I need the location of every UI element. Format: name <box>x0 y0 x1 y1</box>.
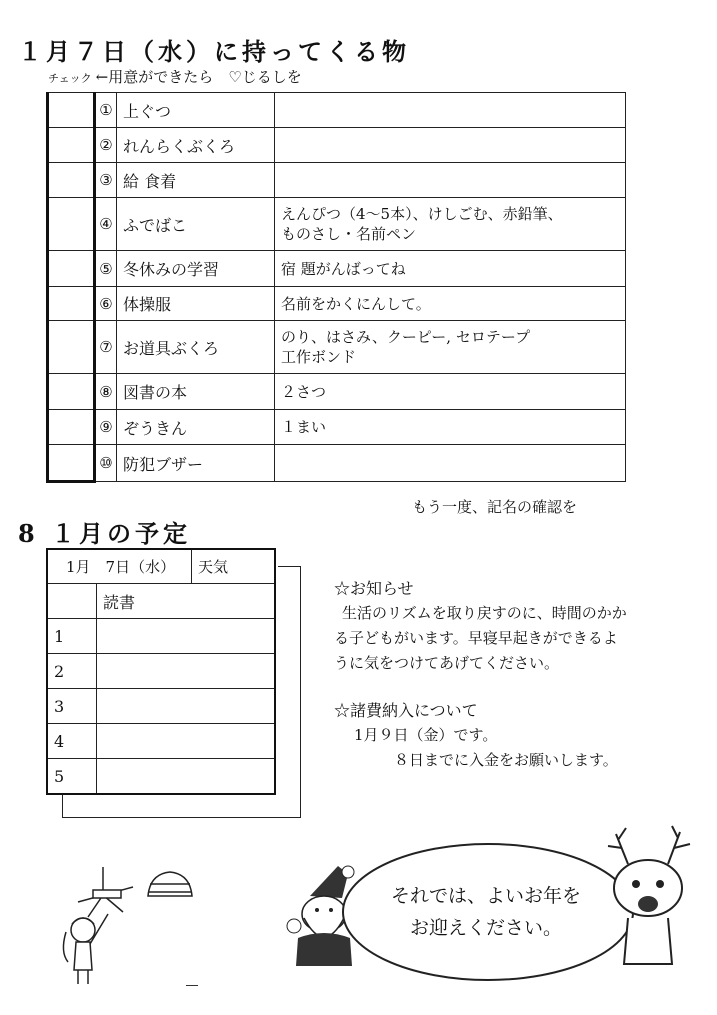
item-name: 図書の本 <box>117 374 275 410</box>
check-box[interactable] <box>48 198 95 251</box>
schedule-heading <box>18 514 191 549</box>
reindeer-illustration <box>588 824 706 974</box>
item-note-line: えんぴつ（4～5本）、けしごむ、赤鉛筆、 <box>281 205 563 223</box>
greeting-message <box>366 880 606 944</box>
item-note <box>275 93 626 128</box>
table-row <box>48 445 626 482</box>
row-entry[interactable] <box>97 689 276 724</box>
check-label: チェック <box>48 72 92 85</box>
item-number: ⑨ <box>95 410 117 445</box>
check-box[interactable] <box>48 163 95 198</box>
item-note <box>275 287 626 321</box>
schedule-activity-row <box>47 584 275 619</box>
table-row <box>47 759 275 795</box>
schedule-date-text: 1月 7日（水） <box>66 558 176 576</box>
notice-line: る子どもがいます。早寝早起きができるよ <box>334 629 618 647</box>
row-number: 3 <box>47 689 97 724</box>
table-shadow-frame <box>62 795 301 818</box>
item-name: 防犯ブザー <box>117 445 275 482</box>
item-number: ⑧ <box>95 374 117 410</box>
check-box[interactable] <box>48 445 95 482</box>
check-box[interactable] <box>48 251 95 287</box>
row-number: 4 <box>47 724 97 759</box>
table-row <box>48 321 626 374</box>
item-name: ぞうきん <box>117 410 275 445</box>
row-number: 1 <box>47 619 97 654</box>
table-row <box>47 724 275 759</box>
notice-title: ☆諸費納入について <box>334 701 478 720</box>
reconfirm-note: もう一度、記名の確認を <box>412 498 578 516</box>
schedule-heading-number: 8 <box>18 519 39 548</box>
row-number: 2 <box>47 654 97 689</box>
table-row <box>47 619 275 654</box>
notice-line: 生活のリズムを取り戻すのに、時間のかか <box>342 604 627 622</box>
item-note-line: のり、はさみ、クーピー, セロテープ <box>281 328 531 346</box>
item-name: お道具ぶくろ <box>117 321 275 374</box>
check-instruction-text: ←用意ができたら ♡じるしを <box>95 68 302 86</box>
check-box[interactable] <box>48 321 95 374</box>
item-number: ⑤ <box>95 251 117 287</box>
item-number: ④ <box>95 198 117 251</box>
schedule-activity: 読書 <box>97 584 276 619</box>
item-note <box>275 128 626 163</box>
notice-line: ８日までに入金をお願いします。 <box>394 751 618 769</box>
item-number: ① <box>95 93 117 128</box>
empty-cell <box>47 584 97 619</box>
item-number: ② <box>95 128 117 163</box>
schedule-date <box>47 549 192 584</box>
item-note-line: 宿 題がんばってね <box>281 259 406 278</box>
schedule-table <box>46 548 276 795</box>
item-number: ⑥ <box>95 287 117 321</box>
table-shadow-frame <box>278 566 301 817</box>
item-name: 給 食着 <box>117 163 275 198</box>
table-row <box>47 689 275 724</box>
checklist-instruction <box>48 66 302 87</box>
check-box[interactable] <box>48 128 95 163</box>
row-number: 5 <box>47 759 97 795</box>
item-name: 上ぐつ <box>117 93 275 128</box>
row-entry[interactable] <box>97 619 276 654</box>
schedule-heading-text: １月の予定 <box>51 519 192 548</box>
notices <box>334 576 654 773</box>
item-note <box>275 198 626 251</box>
item-note <box>275 410 626 445</box>
item-note-line: １まい <box>281 418 327 436</box>
item-name: 体操服 <box>117 287 275 321</box>
table-row <box>48 93 626 128</box>
page-title: １月７日（水）に持ってくる物 <box>18 37 410 66</box>
check-box[interactable] <box>48 374 95 410</box>
table-row <box>48 251 626 287</box>
child-ringing-bell-illustration <box>58 862 218 992</box>
check-box[interactable] <box>48 287 95 321</box>
check-box[interactable] <box>48 410 95 445</box>
row-entry[interactable] <box>97 654 276 689</box>
greeting-line: それでは、よいお年を <box>390 885 581 907</box>
item-note-line: ２さつ <box>281 382 327 401</box>
weather-label: 天気 <box>192 549 276 584</box>
notice-line: 1月９日（金）です。 <box>354 726 498 744</box>
table-row <box>47 654 275 689</box>
table-row <box>48 287 626 321</box>
table-row <box>48 198 626 251</box>
item-note <box>275 321 626 374</box>
item-note-line: ものさし・名前ペン <box>281 225 417 243</box>
notice-title: ☆お知らせ <box>334 579 414 598</box>
table-row <box>48 410 626 445</box>
item-name: ふでばこ <box>117 198 275 251</box>
item-name: れんらくぶくろ <box>117 128 275 163</box>
row-entry[interactable] <box>97 724 276 759</box>
item-note <box>275 374 626 410</box>
table-row <box>48 163 626 198</box>
item-number: ⑦ <box>95 321 117 374</box>
item-number: ⑩ <box>95 445 117 482</box>
table-row <box>48 128 626 163</box>
item-number: ③ <box>95 163 117 198</box>
item-note <box>275 445 626 482</box>
item-note-line: 工作ボンド <box>281 348 357 366</box>
notice-line: うに気をつけてあげてください。 <box>334 654 560 672</box>
table-row <box>48 374 626 410</box>
decorative-line <box>186 985 198 986</box>
row-entry[interactable] <box>97 759 276 795</box>
items-checklist-table <box>46 92 626 483</box>
item-note <box>275 163 626 198</box>
item-note-line: 名前をかくにんして。 <box>281 294 431 313</box>
greeting-line: お迎えください。 <box>409 917 562 939</box>
schedule-header-row <box>47 549 275 584</box>
item-note <box>275 251 626 287</box>
check-box[interactable] <box>48 93 95 128</box>
item-name: 冬休みの学習 <box>117 251 275 287</box>
